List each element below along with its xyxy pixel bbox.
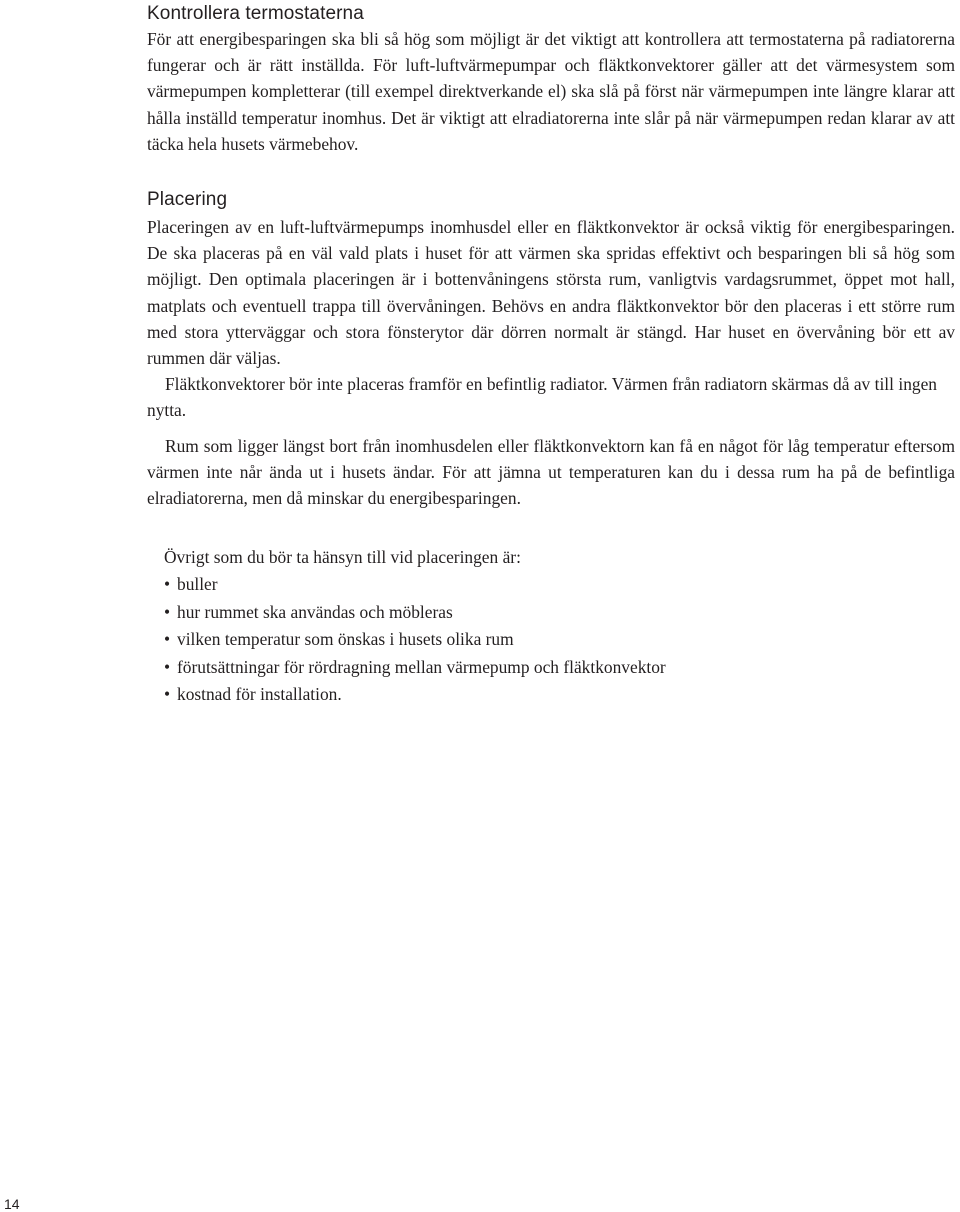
paragraph-placering: Placeringen av en luft-luftvärmepumps inomhusdel eller en fläktkonvektor är också viktig för energibesparingen. De ska placeras på en väl vald plats i huset för att värmen ska spridas effektivt och besparingen bli så hög som möjligt. Den optimala placeringen är i bottenvåningens största rum, vanligtvis vardagsrummet, öppet mot hall, matplats och eventuell trappa till övervåningen. Behövs en andra fläktkonvektor bör den placeras i ett större rum med stora ytterväggar och stora fönsterytor där dörren normalt är stängd. Har huset en övervåning bör ett av rummen där väljas. — [147, 217, 955, 369]
list-item-text: vilken temperatur som önskas i husets olika rum — [177, 629, 514, 650]
list-item-text: hur rummet ska användas och möbleras — [177, 601, 453, 622]
bullet-icon: • — [164, 601, 171, 622]
page-number — [0, 1196, 30, 1212]
list-item-text: buller — [177, 574, 218, 595]
section-heading-placering: Placering — [147, 189, 228, 210]
considerations-list — [164, 571, 666, 708]
bullet-icon: • — [164, 629, 171, 650]
paragraph-flaktkonvektorer: Fläktkonvektorer bör inte placeras framför en befintlig radiator. Värmen från radiatorn skärmas då av till ingen nytta. — [147, 374, 937, 421]
section-heading-kontrollera-termostaterna: Kontrollera termostaterna — [147, 3, 364, 24]
considerations-list-block — [164, 544, 666, 708]
paragraph-kontrollera-termostaterna: För att energibesparingen ska bli så hög som möjligt är det viktigt att kontrollera att termostaterna på radiatorerna fungerar och är rätt inställda. För luft-luftvärmepumpar och fläktkonvektorer gäller att det värmesystem som värmepumpen kompletterar (till exempel direktverkande el) ska slå på först när värmepumpen inte längre klarar att hålla inställd temperatur inomhus. Det är viktigt att elradiatorerna inte slår på när värmepumpen redan klarar av att täcka hela husets värmebehov. — [147, 29, 955, 154]
bullet-icon: • — [164, 656, 171, 677]
list-item — [164, 571, 666, 598]
page-number-text: 14 — [4, 1196, 20, 1212]
list-item — [164, 681, 666, 708]
list-item-text: kostnad för installation. — [177, 684, 342, 705]
list-item — [164, 654, 666, 681]
list-intro: Övrigt som du bör ta hänsyn till vid placeringen är: — [164, 547, 521, 567]
bullet-icon: • — [164, 684, 171, 705]
list-item — [164, 599, 666, 626]
list-item-text: förutsättningar för rördragning mellan värmepump och fläktkonvektor — [177, 656, 666, 677]
list-item — [164, 626, 666, 653]
paragraph-rum-langst-bort: Rum som ligger längst bort från inomhusdelen eller fläktkonvektorn kan få en något för låg temperatur eftersom värmen inte når ända ut i husets ändar. För att jämna ut temperaturen kan du i dessa rum ha på de befintliga elradiatorerna, men då minskar du energibesparingen. — [147, 436, 955, 509]
bullet-icon: • — [164, 574, 171, 595]
